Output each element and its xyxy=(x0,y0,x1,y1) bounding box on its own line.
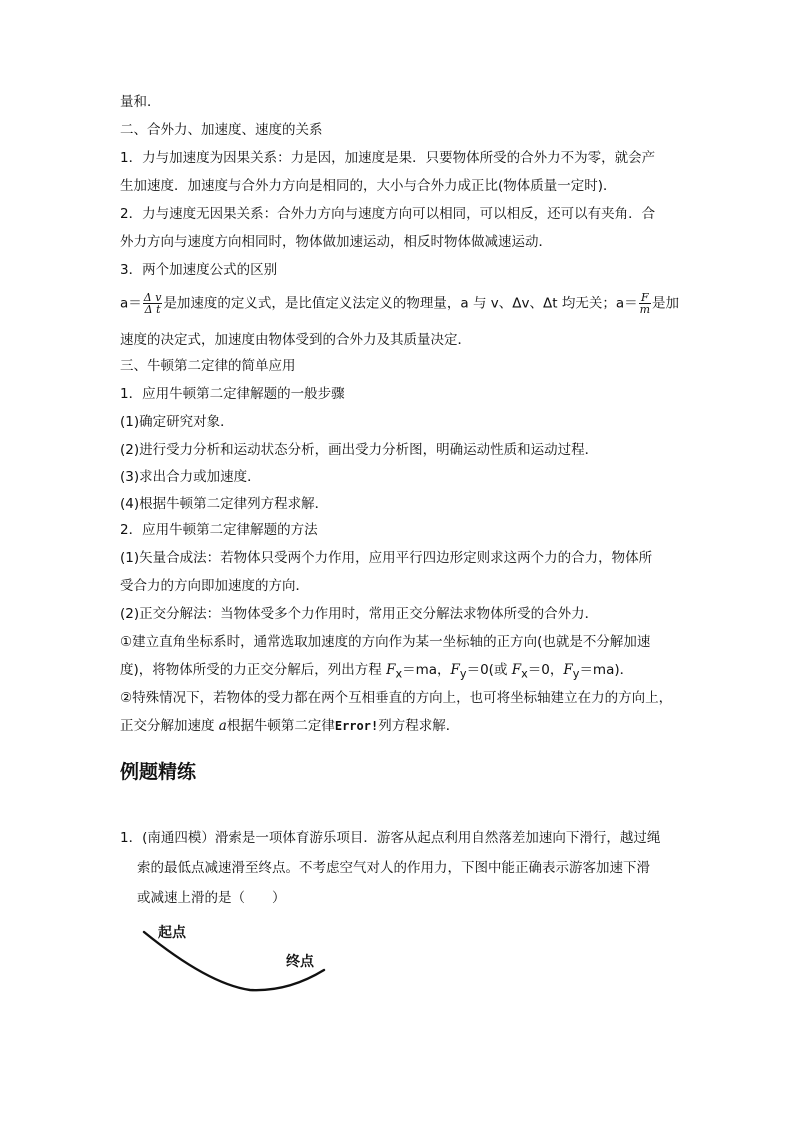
text-segment: 正交分解加速度 xyxy=(120,718,219,734)
definition-fraction xyxy=(143,292,163,315)
text-line: (1)矢量合成法：若物体只受两个力作用，应用平行四边形定则求这两个力的合力，物体所 xyxy=(120,550,653,566)
text-line: 1．力与加速度为因果关系：力是因，加速度是果．只要物体所受的合外力不为零，就会产 xyxy=(120,150,656,166)
text-line: 2．应用牛顿第二定律解题的方法 xyxy=(120,522,318,538)
text-line: 生加速度．加速度与合外力方向是相同的，大小与合外力成正比(物体质量一定时)． xyxy=(120,178,617,194)
section-heading: 例题精练 xyxy=(120,761,197,783)
text-segment: 是加速度的定义式，是比值定义法定义的物理量，a 与 v、Δv、Δt 均无关；a＝ xyxy=(163,295,638,312)
acceleration-symbol: a xyxy=(218,718,227,734)
subscript: y xyxy=(572,667,580,681)
fraction-denominator: m xyxy=(639,303,651,316)
text-line xyxy=(120,660,680,685)
fraction-denominator: Δ t xyxy=(144,303,161,316)
start-label: 起点 xyxy=(158,925,186,941)
subsection-heading: 三、牛顿第二定律的简单应用 xyxy=(120,358,296,374)
text-line: 量和． xyxy=(120,94,161,110)
force-symbol: F xyxy=(450,662,460,678)
text-line: 速度的决定式，加速度由物体受到的合外力及其质量决定． xyxy=(120,332,471,348)
text-segment: ＝0(或 xyxy=(466,662,512,678)
subscript: x xyxy=(521,667,528,681)
text-segment: 列方程求解． xyxy=(378,718,460,734)
subsection-heading: 二、合外力、加速度、速度的关系 xyxy=(120,122,323,138)
text-line: 外力方向与速度方向相同时，物体做加速运动，相反时物体做减速运动． xyxy=(120,234,552,250)
text-segment: 根据牛顿第二定律 xyxy=(226,718,335,734)
text-segment: ＝0， xyxy=(527,662,564,678)
subscript: x xyxy=(395,667,403,681)
subscript: y xyxy=(459,667,467,681)
text-line: 受合力的方向即加速度的方向． xyxy=(120,578,309,594)
error-field: Error! xyxy=(334,719,379,733)
text-segment: ＝ma， xyxy=(402,662,451,678)
question-line: 索的最低点减速滑至终点。不考虑空气对人的作用力，下图中能正确表示游客加速下滑 xyxy=(137,860,650,876)
text-segment: 度)，将物体所受的力正交分解后，列出方程 xyxy=(120,662,387,678)
formula-line xyxy=(120,292,680,315)
text-line: 2．力与速度无因果关系：合外力方向与速度方向可以相同，可以相反，还可以有夹角．合 xyxy=(120,206,656,222)
text-segment: a＝ xyxy=(120,295,142,312)
question-line: 1．(南通四模）滑索是一项体育游乐项目．游客从起点利用自然落差加速向下滑行，越过绳 xyxy=(120,830,661,846)
text-line: (4)根据牛顿第二定律列方程求解． xyxy=(120,496,329,512)
question-line: 或减速上滑的是（ ） xyxy=(137,890,286,906)
text-line xyxy=(120,716,680,736)
zipline-figure xyxy=(138,918,338,1000)
text-line: (2)正交分解法：当物体受多个力作用时，常用正交分解法求物体所受的合外力． xyxy=(120,606,599,622)
force-symbol: F xyxy=(511,662,522,678)
text-line: 3．两个加速度公式的区别 xyxy=(120,262,278,278)
text-line: ②特殊情况下，若物体的受力都在两个互相垂直的方向上，也可将坐标轴建立在力的方向上， xyxy=(120,690,673,706)
text-segment: ＝ma)． xyxy=(579,662,634,678)
text-line: (3)求出合力或加速度． xyxy=(120,469,261,485)
end-label: 终点 xyxy=(286,954,314,970)
fraction-numerator: Δ v xyxy=(143,291,162,304)
text-line: ①建立直角坐标系时，通常选取加速度的方向作为某一坐标轴的正方向(也就是不分解加速 xyxy=(120,634,651,650)
force-symbol: F xyxy=(563,662,573,678)
text-segment: 是加 xyxy=(652,295,680,312)
text-line: (1)确定研究对象． xyxy=(120,414,234,430)
determination-fraction xyxy=(639,292,651,315)
text-line: (2)进行受力分析和运动状态分析，画出受力分析图，明确运动性质和运动过程． xyxy=(120,442,599,458)
fraction-numerator: F xyxy=(639,292,651,304)
text-line: 1．应用牛顿第二定律解题的一般步骤 xyxy=(120,386,345,402)
force-symbol: F xyxy=(386,662,396,678)
